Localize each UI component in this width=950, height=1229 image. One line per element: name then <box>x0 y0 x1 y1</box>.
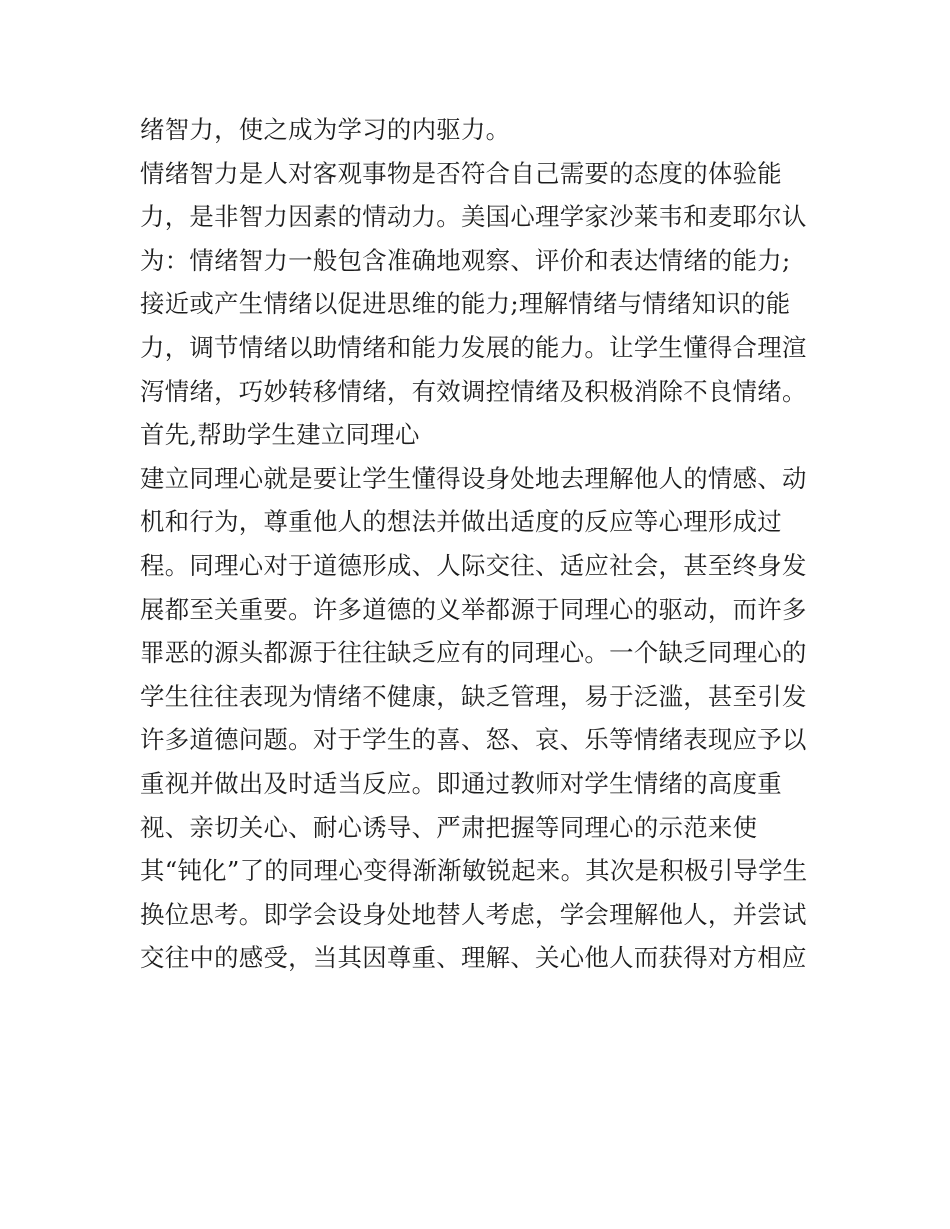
text-line: 学生往往表现为情绪不健康，缺乏管理，易于泛滥，甚至引发 <box>140 681 807 711</box>
text-line: 情绪智力是人对客观事物是否符合自己需要的态度的体验能 <box>140 158 782 188</box>
text-line: 程。同理心对于道德形成、人际交往、适应社会，甚至终身发 <box>140 550 807 580</box>
section-heading: 首先,帮助学生建立同理心 <box>140 420 420 450</box>
text-line: 交往中的感受，当其因尊重、理解、关心他人而获得对方相应 <box>140 943 807 973</box>
text-line: 绪智力，使之成为学习的内驱力。 <box>140 115 511 144</box>
text-line: 罪恶的源头都源于往往缺乏应有的同理心。一个缺乏同理心的 <box>140 638 807 668</box>
text-line: 视、亲切关心、耐心诱导、严肃把握等同理心的示范来使 <box>140 812 758 842</box>
text-line: 为：情绪智力一般包含准确地观察、评价和表达情绪的能力; <box>140 245 791 275</box>
text-line: 力，调节情绪以助情绪和能力发展的能力。让学生懂得合理渲 <box>140 332 807 362</box>
text-line: 展都至关重要。许多道德的义举都源于同理心的驱动，而许多 <box>140 594 807 624</box>
text-line: 力，是非智力因素的情动力。美国心理学家沙莱韦和麦耶尔认 <box>140 202 807 232</box>
text-line: 其“钝化”了的同理心变得渐渐敏锐起来。其次是积极引导学生 <box>140 856 808 886</box>
body-text <box>140 108 830 980</box>
text-line: 换位思考。即学会设身处地替人考虑，学会理解他人，并尝试 <box>140 899 807 929</box>
text-line: 建立同理心就是要让学生懂得设身处地去理解他人的情感、动 <box>140 463 807 493</box>
text-line: 泻情绪，巧妙转移情绪，有效调控情绪及积极消除不良情绪。 <box>140 376 807 406</box>
text-line: 机和行为，尊重他人的想法并做出适度的反应等心理形成过 <box>140 507 782 537</box>
text-line: 重视并做出及时适当反应。即通过教师对学生情绪的高度重 <box>140 768 782 798</box>
text-line: 接近或产生情绪以促进思维的能力;理解情绪与情绪知识的能 <box>140 289 791 319</box>
text-line: 许多道德问题。对于学生的喜、怒、哀、乐等情绪表现应予以 <box>140 725 807 755</box>
